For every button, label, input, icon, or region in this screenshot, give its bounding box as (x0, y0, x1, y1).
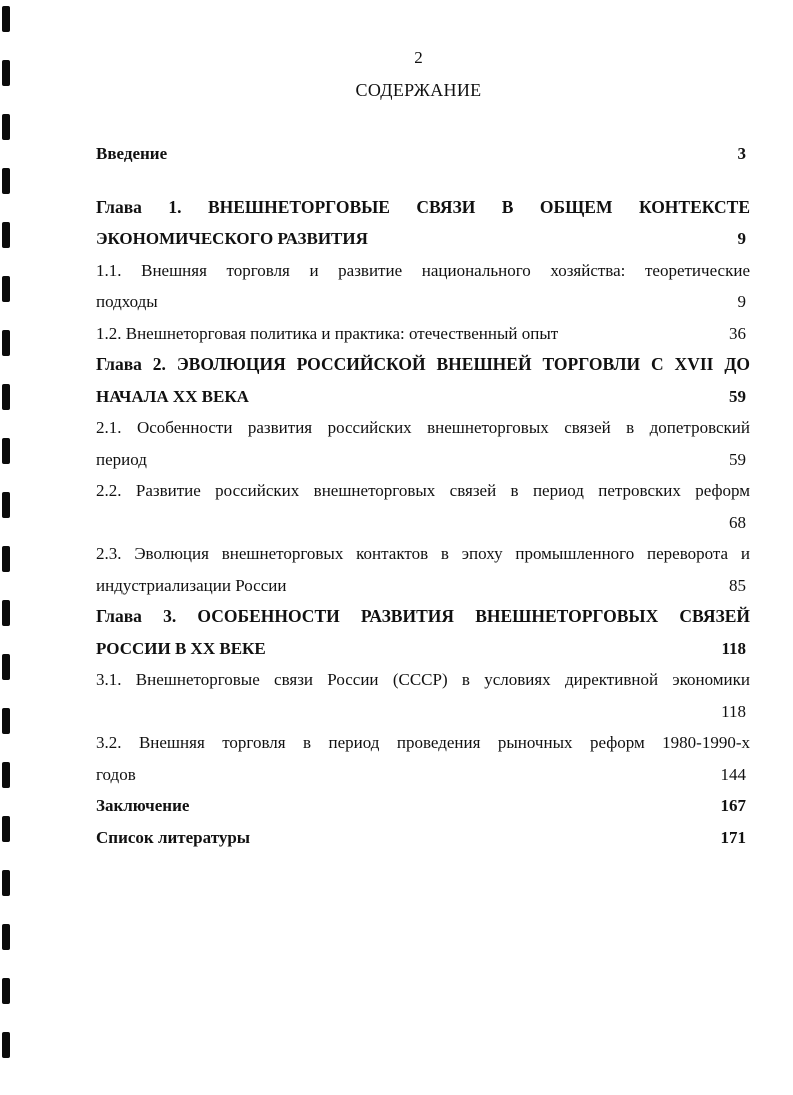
table-of-contents (96, 138, 750, 853)
toc-entry-label: Введение (96, 144, 168, 163)
toc-entry-label: Заключение (96, 796, 190, 815)
toc-entry-page: 59 (729, 386, 746, 406)
toc-entry-label-cont: НАЧАЛА XX ВЕКА (96, 386, 249, 406)
binding-hole (2, 870, 10, 896)
toc-entry-page: 9 (737, 292, 746, 311)
toc-entry-section-3-2[interactable] (96, 727, 750, 790)
toc-entry-page: 167 (720, 796, 746, 815)
toc-entry-page: 36 (729, 323, 746, 343)
toc-entry-section-2-2[interactable] (96, 475, 750, 538)
toc-entry-label-cont: индустриализации России (96, 575, 287, 595)
toc-entry-label-cont: подходы (96, 292, 158, 311)
binding-hole (2, 600, 10, 626)
toc-entry-page: 9 (737, 229, 746, 248)
page-title: СОДЕРЖАНИЕ (355, 80, 482, 100)
toc-entry-label-cont: РОССИИ В XX ВЕКЕ (96, 638, 266, 658)
binding-holes-strip (0, 0, 16, 1095)
binding-hole (2, 816, 10, 842)
toc-entry-label: 3.1. Внешнеторговые связи России (СССР) в условиях директивной экономики (96, 670, 750, 689)
binding-hole (2, 762, 10, 788)
binding-hole (2, 114, 10, 140)
toc-entry-introduction[interactable] (96, 138, 750, 170)
toc-entry-conclusion[interactable] (96, 790, 750, 822)
toc-entry-label: 2.1. Особенности развития российских внешнеторговых связей в допетровский (96, 418, 750, 437)
binding-hole (2, 1032, 10, 1058)
binding-hole (2, 546, 10, 572)
binding-hole (2, 924, 10, 950)
binding-hole (2, 978, 10, 1004)
binding-hole (2, 492, 10, 518)
binding-hole (2, 438, 10, 464)
toc-entry-page: 68 (729, 512, 746, 532)
toc-entry-section-3-1[interactable] (96, 664, 750, 727)
toc-entry-page: 118 (721, 701, 746, 721)
binding-hole (2, 384, 10, 410)
binding-hole (2, 654, 10, 680)
toc-entry-page: 144 (720, 764, 746, 784)
toc-entry-label: Список литературы (96, 827, 251, 847)
page-number: 2 (414, 48, 423, 67)
toc-entry-label: 2.3. Эволюция внешнеторговых контактов в эпоху промышленного переворота и (96, 544, 750, 563)
toc-entry-references[interactable] (96, 822, 750, 854)
binding-hole (2, 6, 10, 32)
toc-entry-label: Глава 3. ОСОБЕННОСТИ РАЗВИТИЯ ВНЕШНЕТОРГОВЫХ СВЯЗЕЙ (96, 606, 750, 626)
toc-entry-chapter-2[interactable] (96, 349, 750, 412)
binding-hole (2, 330, 10, 356)
toc-entry-page: 59 (729, 449, 746, 469)
binding-hole (2, 168, 10, 194)
toc-entry-label: 1.2. Внешнеторговая политика и практика: отечественный опыт (96, 323, 559, 343)
toc-entry-section-2-3[interactable] (96, 538, 750, 601)
toc-entry-label: 3.2. Внешняя торговля в период проведения рыночных реформ 1980-1990-х (96, 733, 750, 752)
toc-entry-chapter-3[interactable] (96, 601, 750, 664)
toc-entry-label: 1.1. Внешняя торговля и развитие национального хозяйства: теоретические (96, 260, 750, 280)
binding-hole (2, 708, 10, 734)
toc-entry-section-1-2[interactable] (96, 318, 750, 350)
toc-entry-page: 171 (720, 827, 746, 847)
toc-entry-section-2-1[interactable] (96, 412, 750, 475)
toc-entry-label: 2.2. Развитие российских внешнеторговых связей в период петровских реформ (96, 481, 750, 500)
toc-entry-chapter-1[interactable] (96, 192, 750, 255)
toc-entry-section-1-1[interactable] (96, 255, 750, 318)
toc-entry-label-cont: годов (96, 764, 136, 784)
toc-entry-label: Глава 1. ВНЕШНЕТОРГОВЫЕ СВЯЗИ В ОБЩЕМ КОНТЕКСТЕ (96, 196, 750, 217)
toc-entry-label-cont: ЭКОНОМИЧЕСКОГО РАЗВИТИЯ (96, 229, 368, 248)
toc-entry-page: 118 (721, 638, 746, 658)
binding-hole (2, 276, 10, 302)
toc-entry-label: Глава 2. ЭВОЛЮЦИЯ РОССИЙСКОЙ ВНЕШНЕЙ ТОРГОВЛИ С XVII ДО (96, 354, 750, 374)
binding-hole (2, 222, 10, 248)
toc-entry-page: 3 (737, 144, 746, 163)
toc-entry-label-cont: период (96, 449, 147, 469)
toc-entry-page: 85 (729, 575, 746, 595)
